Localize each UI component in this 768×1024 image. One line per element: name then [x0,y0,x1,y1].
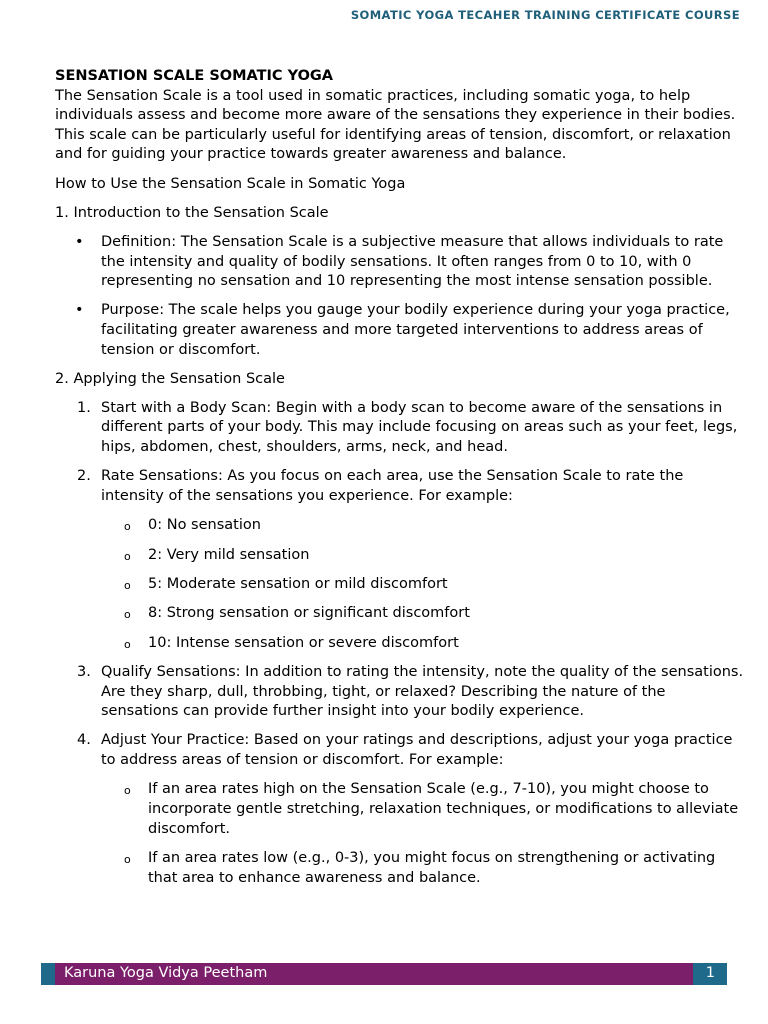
circle-bullet-icon: o [124,608,131,622]
circle-bullet-icon: o [124,579,131,593]
rating-examples-list [101,516,745,653]
list-item: 4. Adjust Your Practice: Based on your ratings and descriptions, adjust your yoga practice to address areas of tension or discomfort. For example: o If an area rates high on the Sensation Scale (e.g., 7-10), you might choose to incorporate gentle stretching, relaxation techniques, or modifications to alleviate discomfort. o If an area rates low (e.g., 0-3), you might focus on strengthening or activating that area to enhance awareness and balance. [55,731,745,888]
footer-organization: Karuna Yoga Vidya Peetham [64,965,268,981]
section2-step-list [55,399,745,888]
page-footer [41,963,727,985]
section2-heading: 2. Applying the Sensation Scale [55,370,285,387]
list-item: 3. Qualify Sensations: In addition to rating the intensity, note the quality of the sensations. Are they sharp, dull, throbbing, tight, or relaxed? Describing the nature of the sensations can provide further insight into your bodily experience. [77,663,744,720]
page-number: 1 [705,965,715,981]
section1-bullet-list [55,233,745,360]
list-item: o 5: Moderate sensation or mild discomfort [55,575,745,595]
circle-bullet-icon: o [124,784,131,798]
list-item: o 2: Very mild sensation [55,546,745,566]
section1-heading: 1. Introduction to the Sensation Scale [55,204,329,221]
adjustment-examples-list [101,780,745,888]
footer-accent-stripe [41,963,55,985]
list-item: 2. Rate Sensations: As you focus on each area, use the Sensation Scale to rate the intensity of the sensations you experience. For example: o 0: No sensation o 2: Very mild sensation o 5: Moderate sensation or mild discomfort o 8: Strong sensation or significant discomfort o 10: Intense sensation or severe discomfort [55,467,745,653]
document-body [55,67,745,888]
circle-bullet-icon: o [124,637,131,651]
circle-bullet-icon: o [124,520,131,534]
intro-paragraph: The Sensation Scale is a tool used in somatic practices, including somatic yoga, to help individuals assess and become more aware of the sensations they experience in their bodies. This scale can be particularly useful for identifying areas of tension, discomfort, or relaxation and for guiding your practice towards greater awareness and balance. [55,87,736,163]
page-header: SOMATIC YOGA TECAHER TRAINING CERTIFICATE COURSE [350,8,740,22]
list-item: o 10: Intense sensation or severe discomfort [55,634,745,654]
list-item: o 8: Strong sensation or significant discomfort [55,604,745,624]
document-title: SENSATION SCALE SOMATIC YOGA [55,68,334,84]
list-item: o 0: No sensation [55,516,745,536]
circle-bullet-icon: o [124,549,131,563]
bullet-icon: • [75,233,84,250]
circle-bullet-icon: o [124,852,131,866]
list-item: o If an area rates high on the Sensation Scale (e.g., 7-10), you might choose to incorporate gentle stretching, relaxation techniques, or modifications to alleviate discomfort. [124,781,739,837]
list-item: o If an area rates low (e.g., 0-3), you might focus on strengthening or activating that area to enhance awareness and balance. [124,849,716,886]
bullet-icon: • [75,302,84,319]
list-item: • Definition: The Sensation Scale is a subjective measure that allows individuals to rate the intensity and quality of bodily sensations. It often ranges from 0 to 10, with 0 representing no sensation and 10 representing the most intense sensation possible. [75,233,724,290]
how-to-heading: How to Use the Sensation Scale in Somatic Yoga [55,175,406,192]
list-item: 1. Start with a Body Scan: Begin with a body scan to become aware of the sensations in different parts of your body. This may include focusing on areas such as your feet, legs, hips, abdomen, chest, shoulders, arms, neck, and head. [77,399,738,456]
list-item: • Purpose: The scale helps you gauge your bodily experience during your yoga practice, facilitating greater awareness and more targeted interventions to address areas of tension or discomfort. [75,302,730,358]
